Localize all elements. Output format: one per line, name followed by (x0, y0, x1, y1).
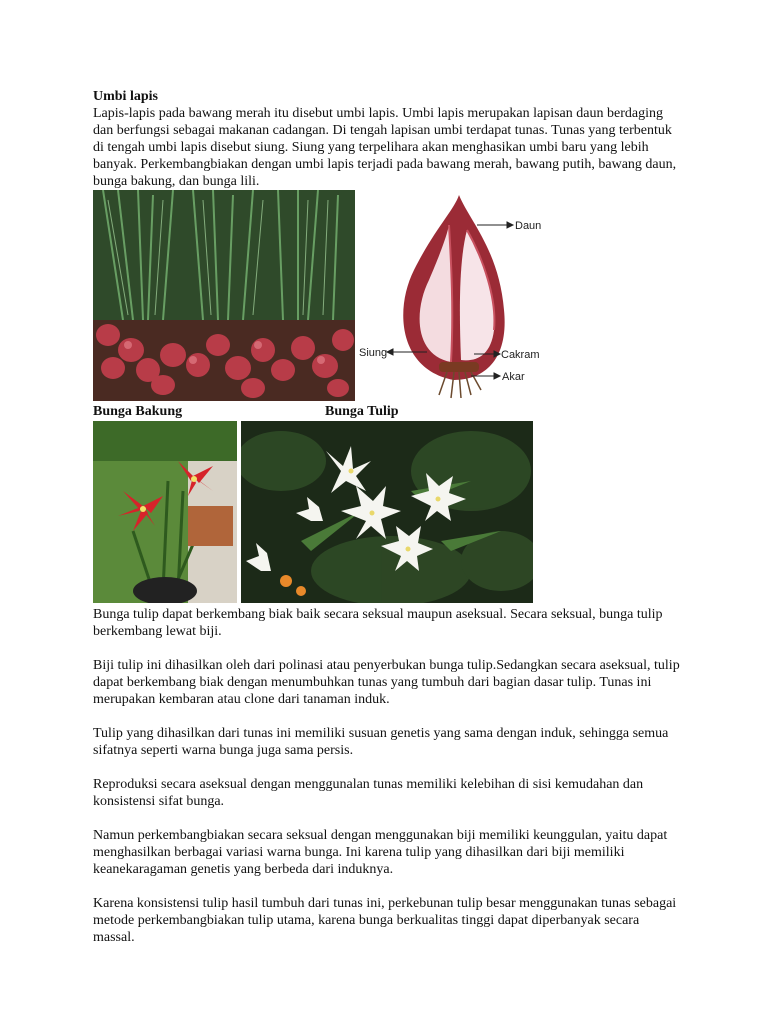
caption-row (93, 404, 683, 421)
paragraph-2: Biji tulip ini dihasilkan oleh dari polinasi atau penyerbukan bunga tulip.Sedangkan secara aseksual, tulip dapat berkembang biak dengan menumbuhkan tunas yang tumbuh dari bagian dasar tulip. Tunas ini merupakan kembaran atau clone dari tanaman induk. (93, 658, 680, 707)
intro-paragraph: Lapis-lapis pada bawang merah itu disebut umbi lapis. Umbi lapis merupakan lapisan daun berdaging dan berfungsi sebagai makanan cadangan. Di tengah lapisan umbi terdapat tunas. Tunas yang terbentuk di tengah umbi lapis disebut siung. Siung yang terpelihara akan menghasikan umbi baru yang lebih banyak. Perkembangbiakan dengan umbi lapis terjadi pada bawang merah, bawang putih, bawang daun, bunga bakung, dan bunga lili. (93, 106, 677, 189)
bakung-photo (93, 421, 237, 603)
caption-tulip: Bunga Tulip (325, 404, 399, 419)
document-page (93, 88, 683, 946)
paragraph-5: Namun perkembangbiakan secara seksual dengan menggunakan biji memiliki keunggulan, yaitu dapat menghasilkan berbagai variasi warna bunga. Ini karena tulip yang dihasilkan dari biji memiliki keanekaragaman genetis yang berbeda dari induknya. (93, 828, 668, 877)
label-cakram: Cakram (501, 349, 540, 361)
bulb-diagram (359, 190, 549, 401)
paragraph-4: Reproduksi secara aseksual dengan menggunalan tunas memiliki kelebihan di sisi kemudahan dan konsistensi sifat bunga. (93, 777, 644, 809)
caption-bakung: Bunga Bakung (93, 404, 183, 419)
paragraph-3: Tulip yang dihasilkan dari tunas ini memiliki susuan genetis yang sama dengan induk, sehingga semua sifatnya seperti warna bunga juga sama persis. (93, 726, 669, 758)
label-siung: Siung (359, 347, 388, 359)
figure-row-flowers (93, 421, 683, 606)
shallot-photo (93, 190, 355, 401)
figure-row-umbi (93, 190, 683, 404)
label-daun: Daun (515, 220, 542, 232)
paragraph-6: Karena konsistensi tulip hasil tumbuh dari tunas ini, perkebunan tulip besar menggunakan tunas sebagai metode perkembangbiakan tulip utama, karena bunga berkualitas tinggi dapat diperbanyak secara massal. (93, 896, 677, 945)
tulip-photo (241, 421, 533, 603)
paragraph-1: Bunga tulip dapat berkembang biak baik secara seksual maupun aseksual. Secara seksual, bunga tulip berkembang lewat biji. (93, 607, 663, 639)
section-heading: Umbi lapis (93, 89, 158, 104)
label-akar: Akar (502, 371, 525, 383)
